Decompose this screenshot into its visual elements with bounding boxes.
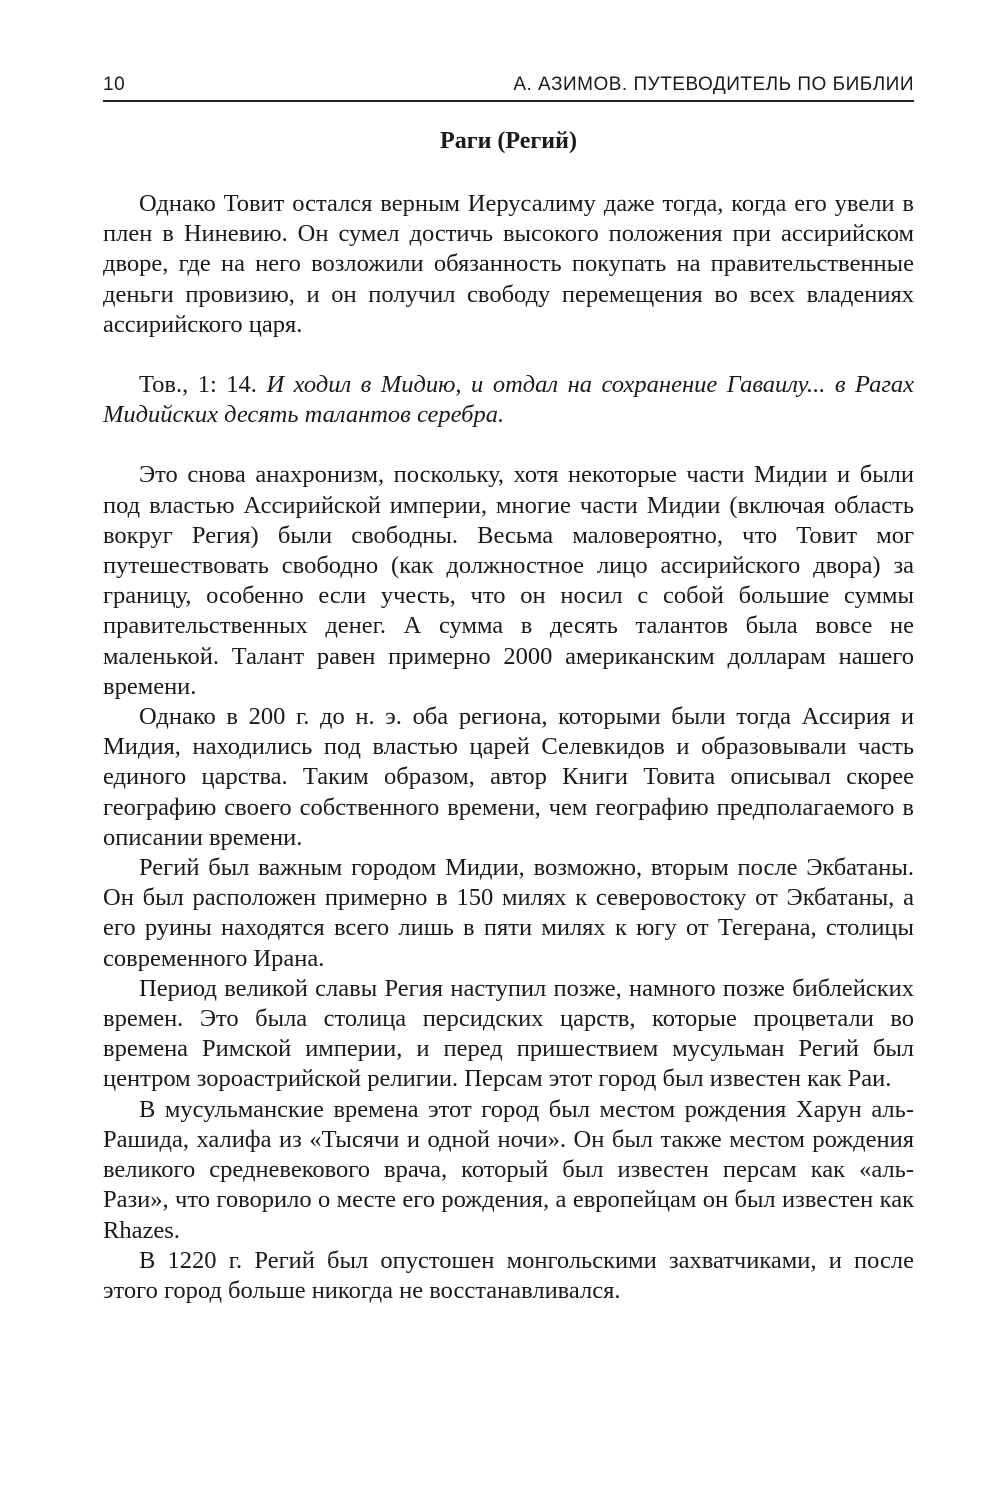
paragraph-7: В 1220 г. Регий был опустошен монгольскими захватчиками, и после этого город больше никогда не восстанавливался. [103,1246,914,1304]
paragraph-4: Регий был важным городом Мидии, возможно, вторым после Экбатаны. Он был расположен примерно в 150 милях к северовостоку от Экбатаны, а его руины находятся всего лишь в пяти милях к югу от Тегерана, столицы современного Ирана. [103,854,914,972]
quote-text: И ходил в Мидию, и отдал на сохранение Гаваилу... в Рагах Мидийских десять талантов серебра. [103,371,915,429]
paragraph-1: Однако Товит остался верным Иерусалиму даже тогда, когда его увели в плен в Ниневию. Он сумел достичь высокого положения при ассирийском дворе, где на него возложили обязанность покупать на правительственные деньги провизию, и он получил свободу перемещения во всех владениях ассирийского царя. [103,190,914,338]
paragraph-2: Это снова анахронизм, поскольку, хотя некоторые части Мидии и были под властью Ассирийской империи, многие части Мидии (включая область вокруг Регия) были свободны. Весьма маловероятно, что Товит мог путешествовать свободно (как должностное лицо ассирийского двора) за границу, особенно если учесть, что он носил с собой большие суммы правительственных денег. А сумма в десять талантов была вовсе не маленькой. Талант равен примерно 2000 американским долларам нашего времени. [103,461,914,700]
paragraph-3: Однако в 200 г. до н. э. оба региона, которыми были тогда Ассирия и Мидия, находились под властью царей Селевкидов и образовывали часть единого царства. Таким образом, автор Книги Товита описывал скорее географию своего собственного времени, чем географию предполагаемого в описании времени. [103,703,914,851]
running-header [103,68,914,102]
paragraph-5: Период великой славы Регия наступил позже, намного позже библейских времен. Это была столица персидских царств, которые процветали во времена Римской империи, и перед пришествием мусульман Регий был центром зороастрийской религии. Персам этот город был известен как Раи. [103,974,914,1093]
running-title: А. АЗИМОВ. ПУТЕВОДИТЕЛЬ ПО БИБЛИИ [513,74,914,95]
quote-reference: Тов., 1: 14. [139,371,267,399]
page-number: 10 [103,74,126,95]
section-title: Раги (Регий) [440,128,577,154]
body-text [103,189,914,1306]
scripture-quote [103,370,914,430]
paragraph-6: В мусульманские времена этот город был местом рождения Харун аль-Рашида, халифа из «Тысячи и одной ночи». Он был также местом рождения великого средневекового врача, который был известен персам как «аль-Рази», что говорило о месте его рождения, а европейцам он был известен как Rhazes. [103,1095,914,1244]
